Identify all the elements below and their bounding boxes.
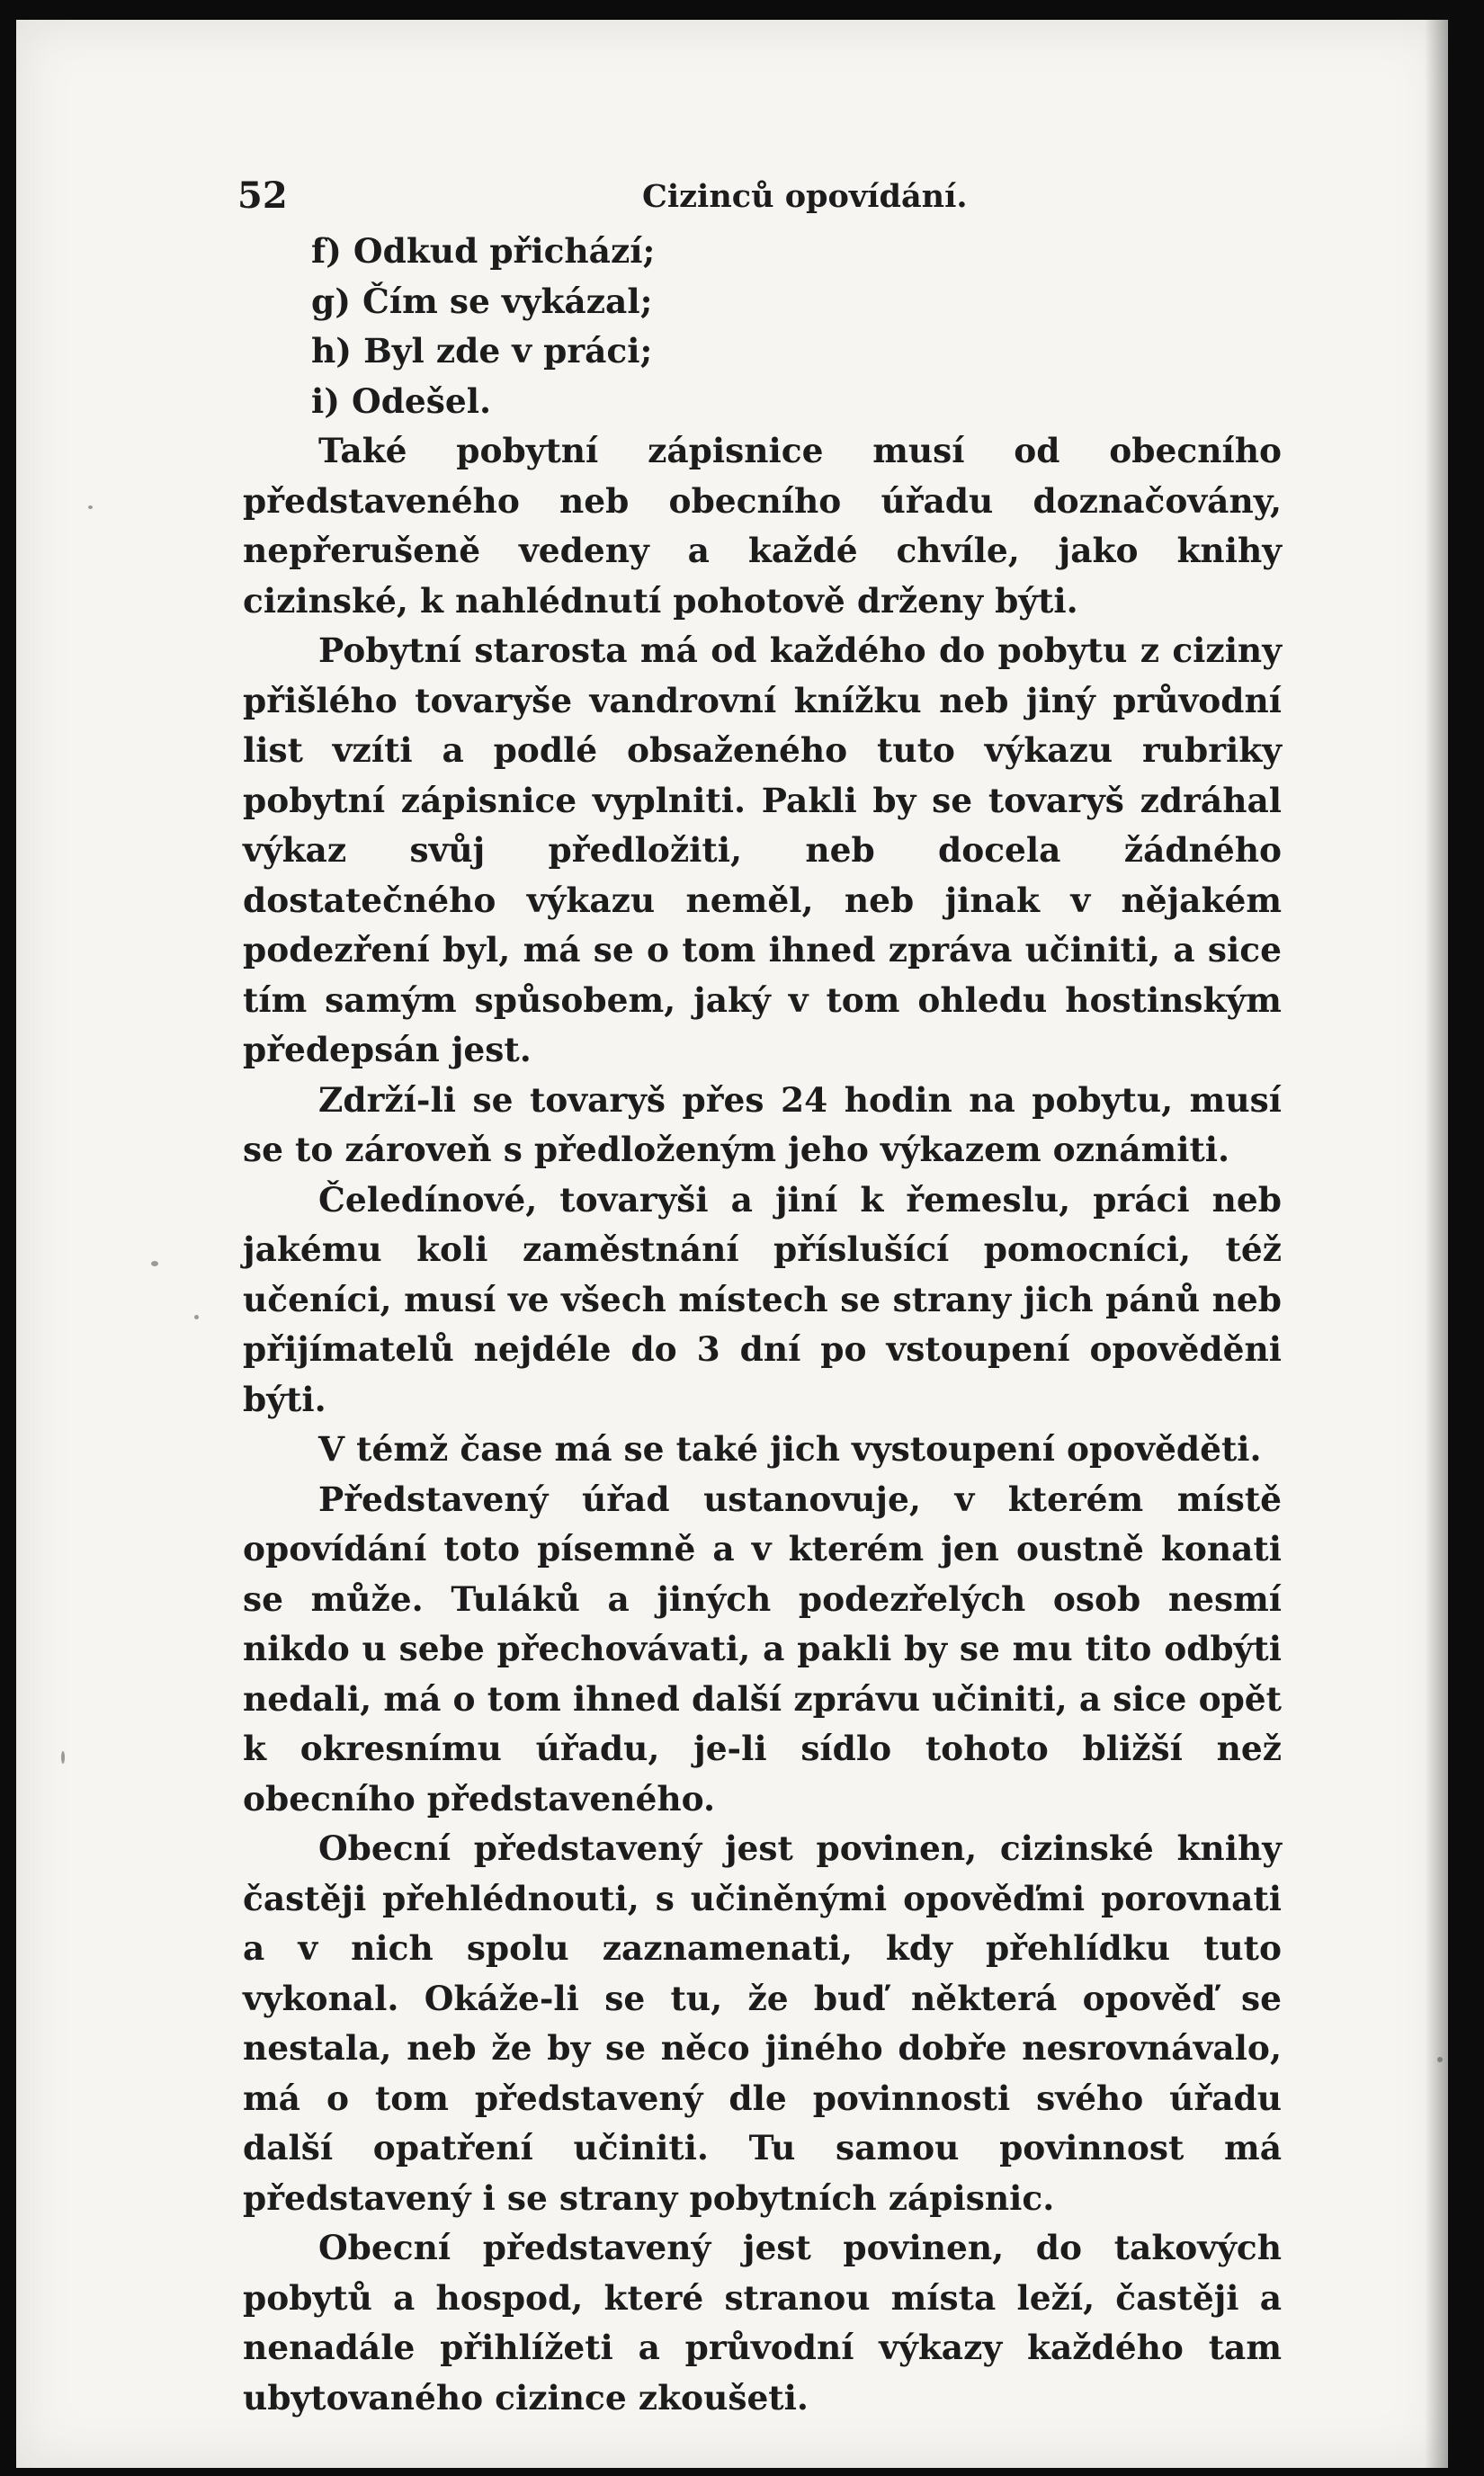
page-header [237,174,1299,228]
page-number: 52 [237,174,288,217]
paragraph: Pobytní starosta má od každého do pobytu z ciziny přišlého tovaryše vandrovní knížku neb jiný průvodní list vzíti a podlé obsaženého tuto výkazu rubriky pobytní zápisnice vyplniti. Pakli by se tovaryš zdráhal výkaz svůj předložiti, neb docela žádného dostatečného výkazu neměl, neb jinak v nějakém podezření byl, má se o tom ihned zpráva učiniti, a sice tím samým spůsobem, jaký v tom ohledu hostinským předepsán jest. [243,630,1282,1069]
paragraph: Čeledínové, tovaryši a jiní k řemeslu, práci neb jakému koli zaměstnání příslušící pomocníci, též učeníci, musí ve všech místech se strany jich pánů neb přijímatelů nejdéle do 3 dní po vstoupení opověděni býti. [243,1179,1282,1419]
ink-speck [151,1261,158,1266]
paragraph: Obecní představený jest povinen, do takových pobytů a hospod, které stranou místa leží, častěji a nenadále přihlížeti a průvodní výkazy každého tam ubytovaného cizince zkoušeti. [243,2228,1282,2418]
list-item: f) Odkud přichází; [311,231,656,271]
paragraph: Obecní představený jest povinen, cizinské knihy častěji přehlédnouti, s učiněnými opověďmi porovnati a v nich spolu zaznamenati, kdy přehlídku tuto vykonal. Okáže-li se tu, že buď některá opověď se nestala, neb že by se něco jiného dobře nesrovnávalo, má o tom představený dle povinnosti svého úřadu další opatření učiniti. Tu samou povinnost má představený i se strany pobytních zápisnic. [243,1828,1282,2218]
paragraph: V témž čase má se také jich vystoupení opověděti. [318,1429,1262,1469]
ink-speck [194,1315,199,1319]
ink-speck [1437,2057,1443,2062]
paragraph: Také pobytní zápisnice musí od obecního představeného neb obecního úřadu doznačovány, nepřerušeně vedeny a každé chvíle, jako knihy cizinské, k nahlédnutí pohotově drženy býti. [243,431,1282,621]
paragraph: Představený úřad ustanovuje, v kterém místě opovídání toto písemně a v kterém jen oustně konati se může. Tuláků a jiných podezřelých osob nesmí nikdo u sebe přechovávati, a pakli by se mu tito odbýti nedali, má o tom ihned další zprávu učiniti, a sice opět k okresnímu úřadu, je-li sídlo tohoto bližší než obecního představeného. [243,1479,1282,1819]
ink-speck [61,1751,65,1764]
list-item: h) Byl zde v práci; [311,331,653,371]
list-item: i) Odešel. [311,380,492,421]
body-text [243,227,1282,2423]
paragraph: Zdrží-li se tovaryš přes 24 hodin na pobytu, musí se to zároveň s předloženým jeho výkazem oznámiti. [243,1079,1282,1169]
list-item: g) Čím se vykázal; [311,281,653,321]
ink-speck [88,505,93,509]
running-title: Cizinců opovídání. [642,178,968,215]
